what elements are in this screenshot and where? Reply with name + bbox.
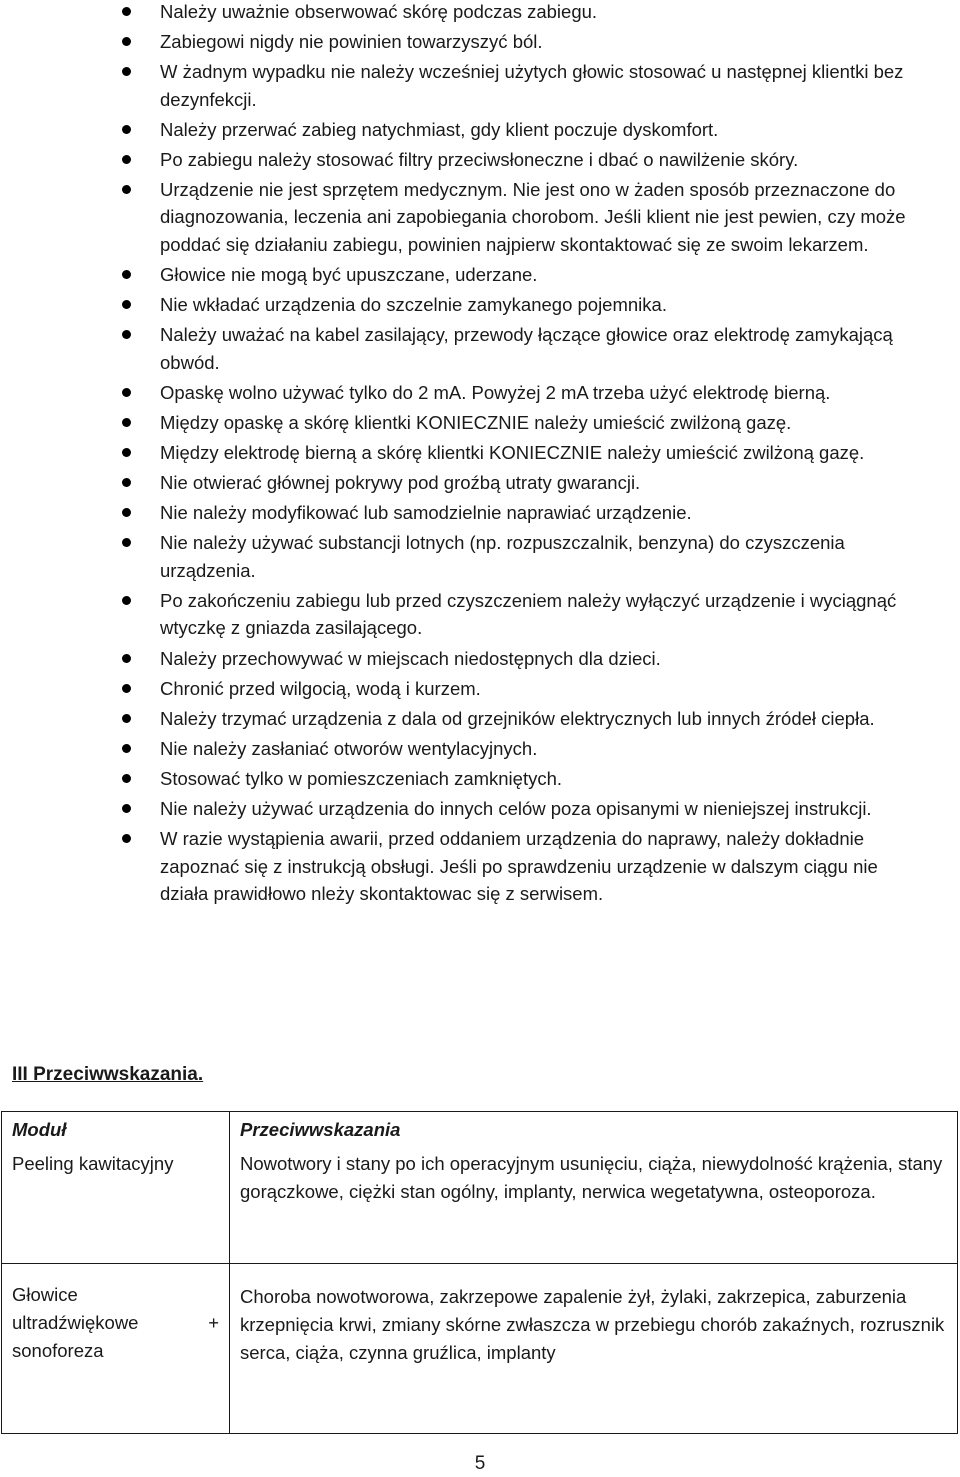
bullet-item [0, 765, 960, 793]
bullet-dot-icon [122, 508, 131, 517]
column-header-contraindications: Przeciwwskazania [230, 1112, 958, 1147]
bullet-item [0, 409, 960, 437]
contraindications-cell: Choroba nowotworowa, zakrzepowe zapalenie żył, żylaki, zakrzepica, zaburzenia krzepnięcia krwi, zmiany skórne zwłaszcza w przebiegu chorób zakaźnych, rozrusznik serca, ciąża, czynna gruźlica, implanty [230, 1264, 958, 1434]
bullet-item [0, 146, 960, 174]
bullet-item [0, 587, 960, 642]
contraindications-table [1, 1111, 958, 1434]
bullet-item [0, 825, 960, 908]
bullet-item [0, 645, 960, 673]
bullet-text: Nie wkładać urządzenia do szczelnie zamykanego pojemnika. [160, 294, 667, 316]
bullet-dot-icon [122, 774, 131, 783]
bullet-text: Chronić przed wilgocią, wodą i kurzem. [160, 677, 481, 699]
bullet-text: Zabiegowi nigdy nie powinien towarzyszyć ból. [160, 31, 543, 53]
bullet-text: Należy uważnie obserwować skórę podczas zabiegu. [160, 1, 598, 22]
bullet-dot-icon [122, 714, 131, 723]
bullet-dot-icon [122, 834, 131, 843]
bullet-dot-icon [122, 448, 131, 457]
bullet-dot-icon [122, 744, 131, 753]
bullet-text: Po zabiegu należy stosować filtry przeciwsłoneczne i dbać o nawilżenie skóry. [160, 148, 799, 170]
bullet-item [0, 261, 960, 289]
bullet-text: Nie otwierać głównej pokrywy pod groźbą utraty gwarancji. [160, 472, 641, 494]
bullet-text: W razie wystąpienia awarii, przed oddaniem urządzenia do naprawy, należy dokładnie zapoznać się z instrukcją obsługi. Jeśli po sprawdzeniu urządzenie w dalszym ciągu nie działa prawidłowo nleży skontaktowac się z serwisem. [160, 828, 878, 905]
module-cell-content [12, 1281, 219, 1365]
bullet-text: Opaskę wolno używać tylko do 2 mA. Powyżej 2 mA trzeba użyć elektrodę bierną. [160, 381, 831, 403]
bullet-text: Nie należy używać substancji lotnych (np. rozpuszczalnik, benzyna) do czyszczenia urządzenia. [160, 532, 845, 581]
bullet-text: Stosować tylko w pomieszczeniach zamkniętych. [160, 767, 563, 789]
bullet-dot-icon [122, 67, 131, 76]
bullet-dot-icon [122, 654, 131, 663]
bullet-item [0, 116, 960, 144]
bullet-dot-icon [122, 37, 131, 46]
table-header-row [2, 1112, 958, 1147]
bullet-item [0, 499, 960, 527]
bullet-text: Między opaskę a skórę klientki KONIECZNIE należy umieścić zwilżoną gazę. [160, 411, 792, 433]
bullet-dot-icon [122, 538, 131, 547]
bullet-item [0, 439, 960, 467]
bullet-dot-icon [122, 7, 131, 16]
bullet-item [0, 321, 960, 376]
bullet-text: Nie należy modyfikować lub samodzielnie naprawiać urządzenie. [160, 502, 692, 524]
bullet-dot-icon [122, 125, 131, 134]
bullet-text: W żadnym wypadku nie należy wcześniej użytych głowic stosować u następnej klientki bez dezynfekcji. [160, 61, 904, 110]
bullet-text: Nie należy zasłaniać otworów wentylacyjnych. [160, 737, 538, 759]
bullet-item [0, 291, 960, 319]
bullet-item [0, 705, 960, 733]
section-heading-contraindications: III Przeciwwskazania. [12, 1064, 204, 1085]
bullet-text: Należy uważać na kabel zasilający, przewody łączące głowice oraz elektrodę zamykającą obwód. [160, 324, 893, 373]
bullet-item [0, 176, 960, 259]
bullet-item [0, 529, 960, 584]
bullet-dot-icon [122, 270, 131, 279]
bullet-text: Nie należy używać urządzenia do innych celów poza opisanymi w nieniejszej instrukcji. [160, 797, 872, 819]
module-plus-sign: + [208, 1312, 219, 1333]
bullet-item [0, 379, 960, 407]
bullet-dot-icon [122, 330, 131, 339]
module-name: Głowice ultradźwiękowe sonoforeza [12, 1284, 139, 1361]
module-cell: Peeling kawitacyjny [2, 1146, 230, 1264]
bullet-dot-icon [122, 300, 131, 309]
module-cell [2, 1264, 230, 1434]
bullet-dot-icon [122, 684, 131, 693]
bullet-text: Należy przechowywać w miejscach niedostępnych dla dzieci. [160, 647, 661, 669]
bullet-item [0, 469, 960, 497]
bullet-text: Urządzenie nie jest sprzętem medycznym. Nie jest ono w żaden sposób przeznaczone do diagnozowania, leczenia ani zapobiegania chorobom. Jeśli klient nie jest pewien, czy może poddać się działaniu zabiegu, powinien najpierw skontaktować się ze swoim lekarzem. [160, 178, 906, 255]
bullet-item [0, 0, 960, 26]
bullet-dot-icon [122, 155, 131, 164]
contraindications-cell: Nowotwory i stany po ich operacyjnym usunięciu, ciąża, niewydolność krążenia, stany gorączkowe, ciężki stan ogólny, implanty, nerwica wegetatywna, osteoporoza. [230, 1146, 958, 1264]
column-header-module: Moduł [2, 1112, 230, 1147]
bullet-dot-icon [122, 418, 131, 427]
bullet-item [0, 735, 960, 763]
bullet-dot-icon [122, 596, 131, 605]
table-row [2, 1264, 958, 1434]
bullet-dot-icon [122, 388, 131, 397]
bullet-item [0, 58, 960, 113]
bullet-text: Po zakończeniu zabiegu lub przed czyszczeniem należy wyłączyć urządzenie i wyciągnąć wtyczkę z gniazda zasilającego. [160, 589, 897, 639]
bullet-text: Między elektrodę bierną a skórę klientki KONIECZNIE należy umieścić zwilżoną gazę. [160, 442, 865, 464]
page-number: 5 [474, 1453, 486, 1474]
bullet-item [0, 795, 960, 823]
bullet-dot-icon [122, 185, 131, 194]
bullet-dot-icon [122, 478, 131, 487]
bullet-item [0, 28, 960, 56]
bullet-text: Głowice nie mogą być upuszczane, uderzane. [160, 264, 538, 286]
table-row [2, 1146, 958, 1264]
bullet-text: Należy przerwać zabieg natychmiast, gdy klient poczuje dyskomfort. [160, 118, 719, 140]
bullet-dot-icon [122, 804, 131, 813]
bullet-text: Należy trzymać urządzenia z dala od grzejników elektrycznych lub innych źródeł ciepła. [160, 707, 875, 729]
bullet-item [0, 675, 960, 703]
